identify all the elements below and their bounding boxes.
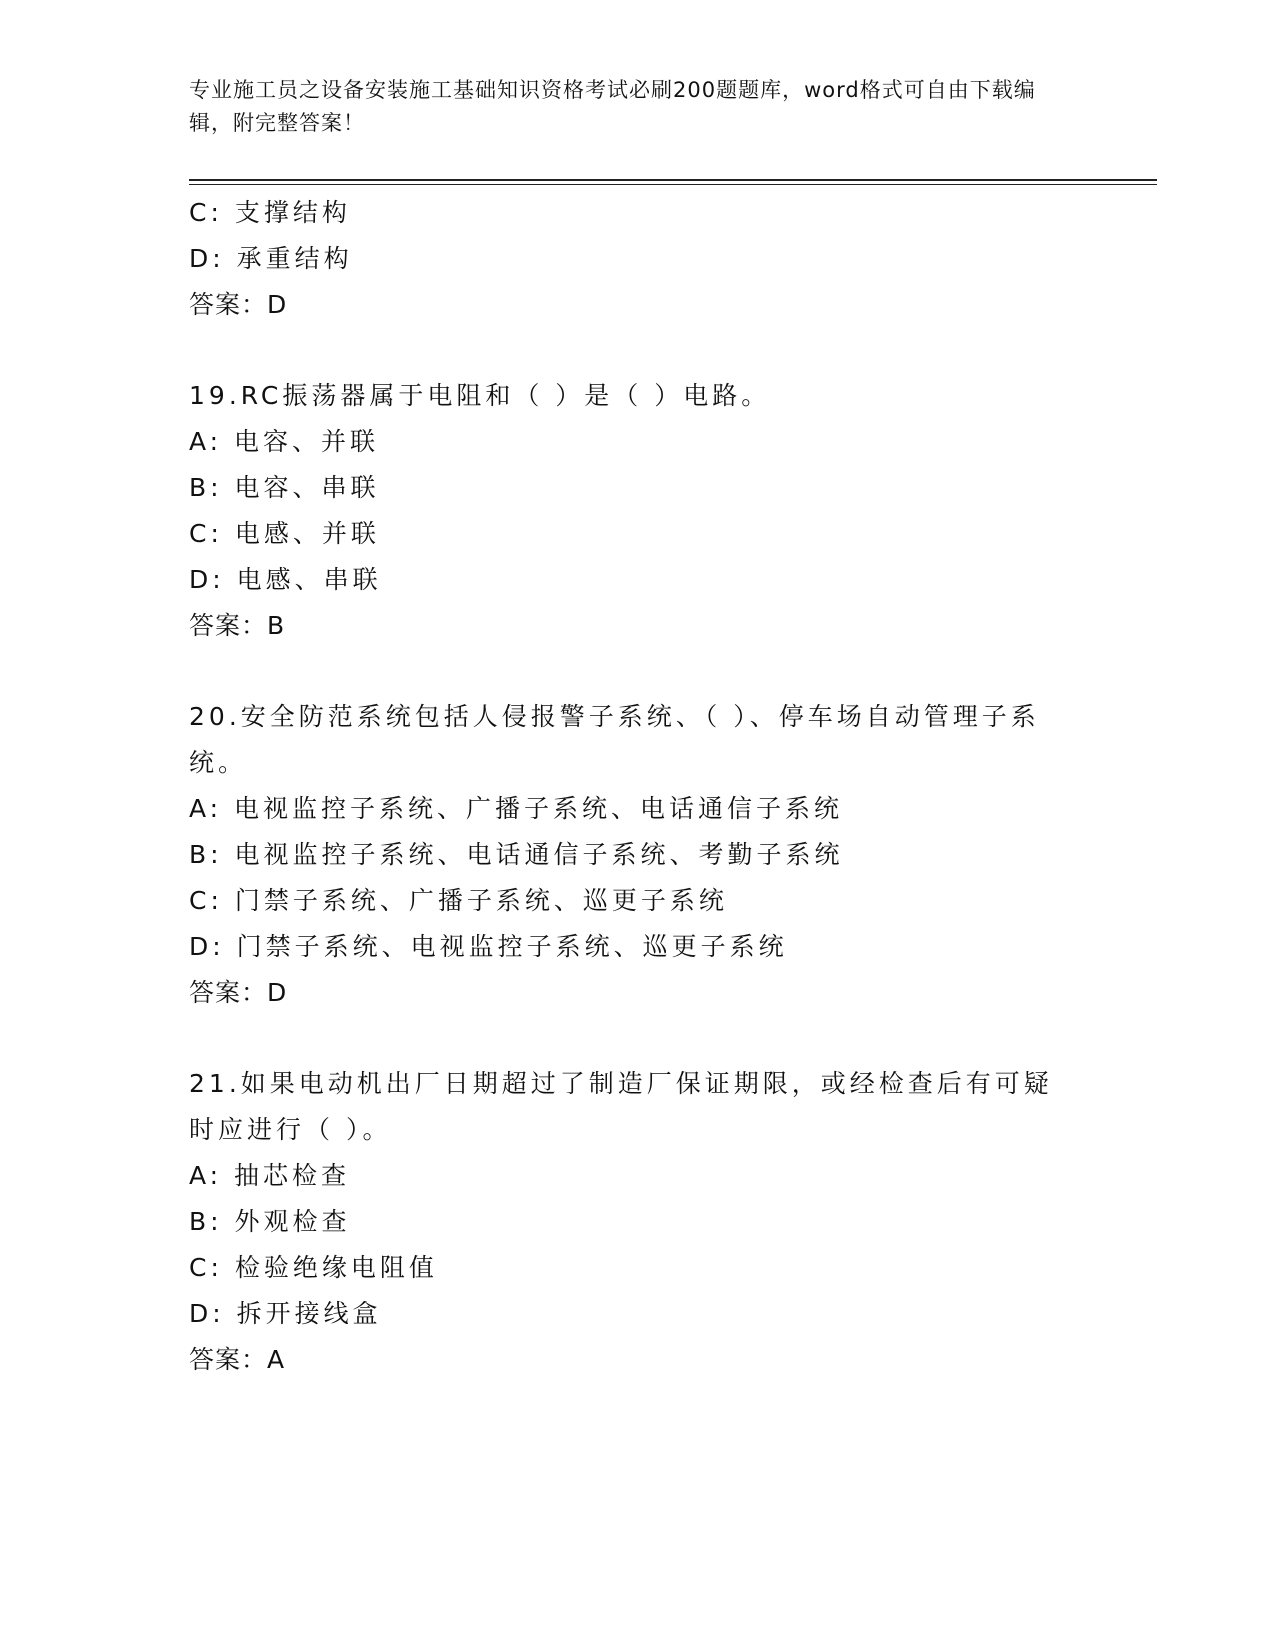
option-label: A bbox=[189, 794, 210, 823]
question-number: 21 bbox=[189, 1069, 229, 1098]
option-label: A bbox=[189, 1161, 210, 1190]
option-label: D bbox=[189, 565, 213, 594]
option-text: 电容、串联 bbox=[234, 473, 380, 502]
question-text: 19.RC振荡器属于电阻和（ ）是（ ）电路。 bbox=[189, 381, 771, 410]
option-b: B: 电视监控子系统、电话通信子系统、考勤子系统 bbox=[189, 840, 844, 869]
answer-prefix: 答案： bbox=[189, 1345, 268, 1374]
question-block-19 bbox=[189, 373, 1089, 649]
answer-value: D bbox=[267, 290, 288, 319]
answer-line bbox=[189, 603, 1089, 649]
option-c: C: 检验绝缘电阻值 bbox=[189, 1253, 438, 1282]
option-label: B bbox=[189, 840, 211, 869]
option-b: B: 电容、串联 bbox=[189, 473, 380, 502]
question-number: 19 bbox=[189, 381, 229, 410]
question-block-18-tail bbox=[189, 190, 1089, 328]
option-d: D: 电感、串联 bbox=[189, 565, 382, 594]
option-text: 电容、并联 bbox=[234, 427, 380, 456]
option-text: 电感、串联 bbox=[236, 565, 382, 594]
question-text: 20.安全防范系统包括人侵报警子系统、（ ）、停车场自动管理子系统。 bbox=[189, 702, 1040, 777]
option-label: D bbox=[189, 932, 213, 961]
option-text: 承重结构 bbox=[236, 244, 353, 273]
option-text: 抽芯检查 bbox=[234, 1161, 351, 1190]
answer-line bbox=[189, 1337, 1089, 1383]
answer-prefix: 答案： bbox=[189, 611, 268, 640]
answer-line bbox=[189, 282, 1089, 328]
option-label: D bbox=[189, 1299, 213, 1328]
answer-line bbox=[189, 970, 1089, 1016]
option-d: D: 拆开接线盒 bbox=[189, 1299, 382, 1328]
option-text: 支撑结构 bbox=[234, 198, 351, 227]
option-text: 电感、并联 bbox=[234, 519, 380, 548]
question-block-20 bbox=[189, 694, 1089, 1016]
option-label: A bbox=[189, 427, 210, 456]
option-a: A: 抽芯检查 bbox=[189, 1161, 351, 1190]
option-text: 外观检查 bbox=[234, 1207, 351, 1236]
option-text: 检验绝缘电阻值 bbox=[234, 1253, 438, 1282]
option-c: C: 支撑结构 bbox=[189, 198, 351, 227]
option-a: A: 电视监控子系统、广播子系统、电话通信子系统 bbox=[189, 794, 844, 823]
answer-value: D bbox=[267, 978, 288, 1007]
question-text: 21.如果电动机出厂日期超过了制造厂保证期限，或经检查后有可疑时应进行（ ）。 bbox=[189, 1069, 1053, 1144]
option-label: B bbox=[189, 473, 211, 502]
option-text: 门禁子系统、电视监控子系统、巡更子系统 bbox=[236, 932, 788, 961]
answer-prefix: 答案： bbox=[189, 290, 268, 319]
option-c: C: 电感、并联 bbox=[189, 519, 380, 548]
option-d: D: 门禁子系统、电视监控子系统、巡更子系统 bbox=[189, 932, 788, 961]
question-stem: 如果电动机出厂日期超过了制造厂保证期限，或经检查后有可疑时应进行（ ）。 bbox=[189, 1069, 1053, 1144]
option-label: C bbox=[189, 519, 211, 548]
option-a: A: 电容、并联 bbox=[189, 427, 380, 456]
answer-prefix: 答案： bbox=[189, 978, 268, 1007]
option-label: C bbox=[189, 1253, 211, 1282]
header-divider-thin bbox=[189, 184, 1157, 185]
header-title: 专业施工员之设备安装施工基础知识资格考试必刷200题题库，word格式可自由下载编辑，附完整答案！ bbox=[189, 78, 1036, 135]
answer-value: A bbox=[267, 1345, 286, 1374]
question-list bbox=[189, 190, 1089, 1428]
option-text: 电视监控子系统、广播子系统、电话通信子系统 bbox=[234, 794, 844, 823]
option-label: C bbox=[189, 886, 211, 915]
question-block-21 bbox=[189, 1061, 1089, 1383]
question-number: 20 bbox=[189, 702, 229, 731]
question-stem: RC振荡器属于电阻和（ ）是（ ）电路。 bbox=[240, 381, 771, 410]
option-c: C: 门禁子系统、广播子系统、巡更子系统 bbox=[189, 886, 728, 915]
option-text: 拆开接线盒 bbox=[236, 1299, 382, 1328]
option-text: 门禁子系统、广播子系统、巡更子系统 bbox=[234, 886, 728, 915]
option-b: B: 外观检查 bbox=[189, 1207, 351, 1236]
option-label: C bbox=[189, 198, 211, 227]
option-text: 电视监控子系统、电话通信子系统、考勤子系统 bbox=[234, 840, 844, 869]
option-label: D bbox=[189, 244, 213, 273]
option-d: D: 承重结构 bbox=[189, 244, 353, 273]
question-stem: 安全防范系统包括人侵报警子系统、（ ）、停车场自动管理子系统。 bbox=[189, 702, 1040, 777]
document-header bbox=[189, 74, 1069, 140]
answer-value: B bbox=[267, 611, 286, 640]
option-label: B bbox=[189, 1207, 211, 1236]
header-divider-thick bbox=[189, 179, 1157, 181]
